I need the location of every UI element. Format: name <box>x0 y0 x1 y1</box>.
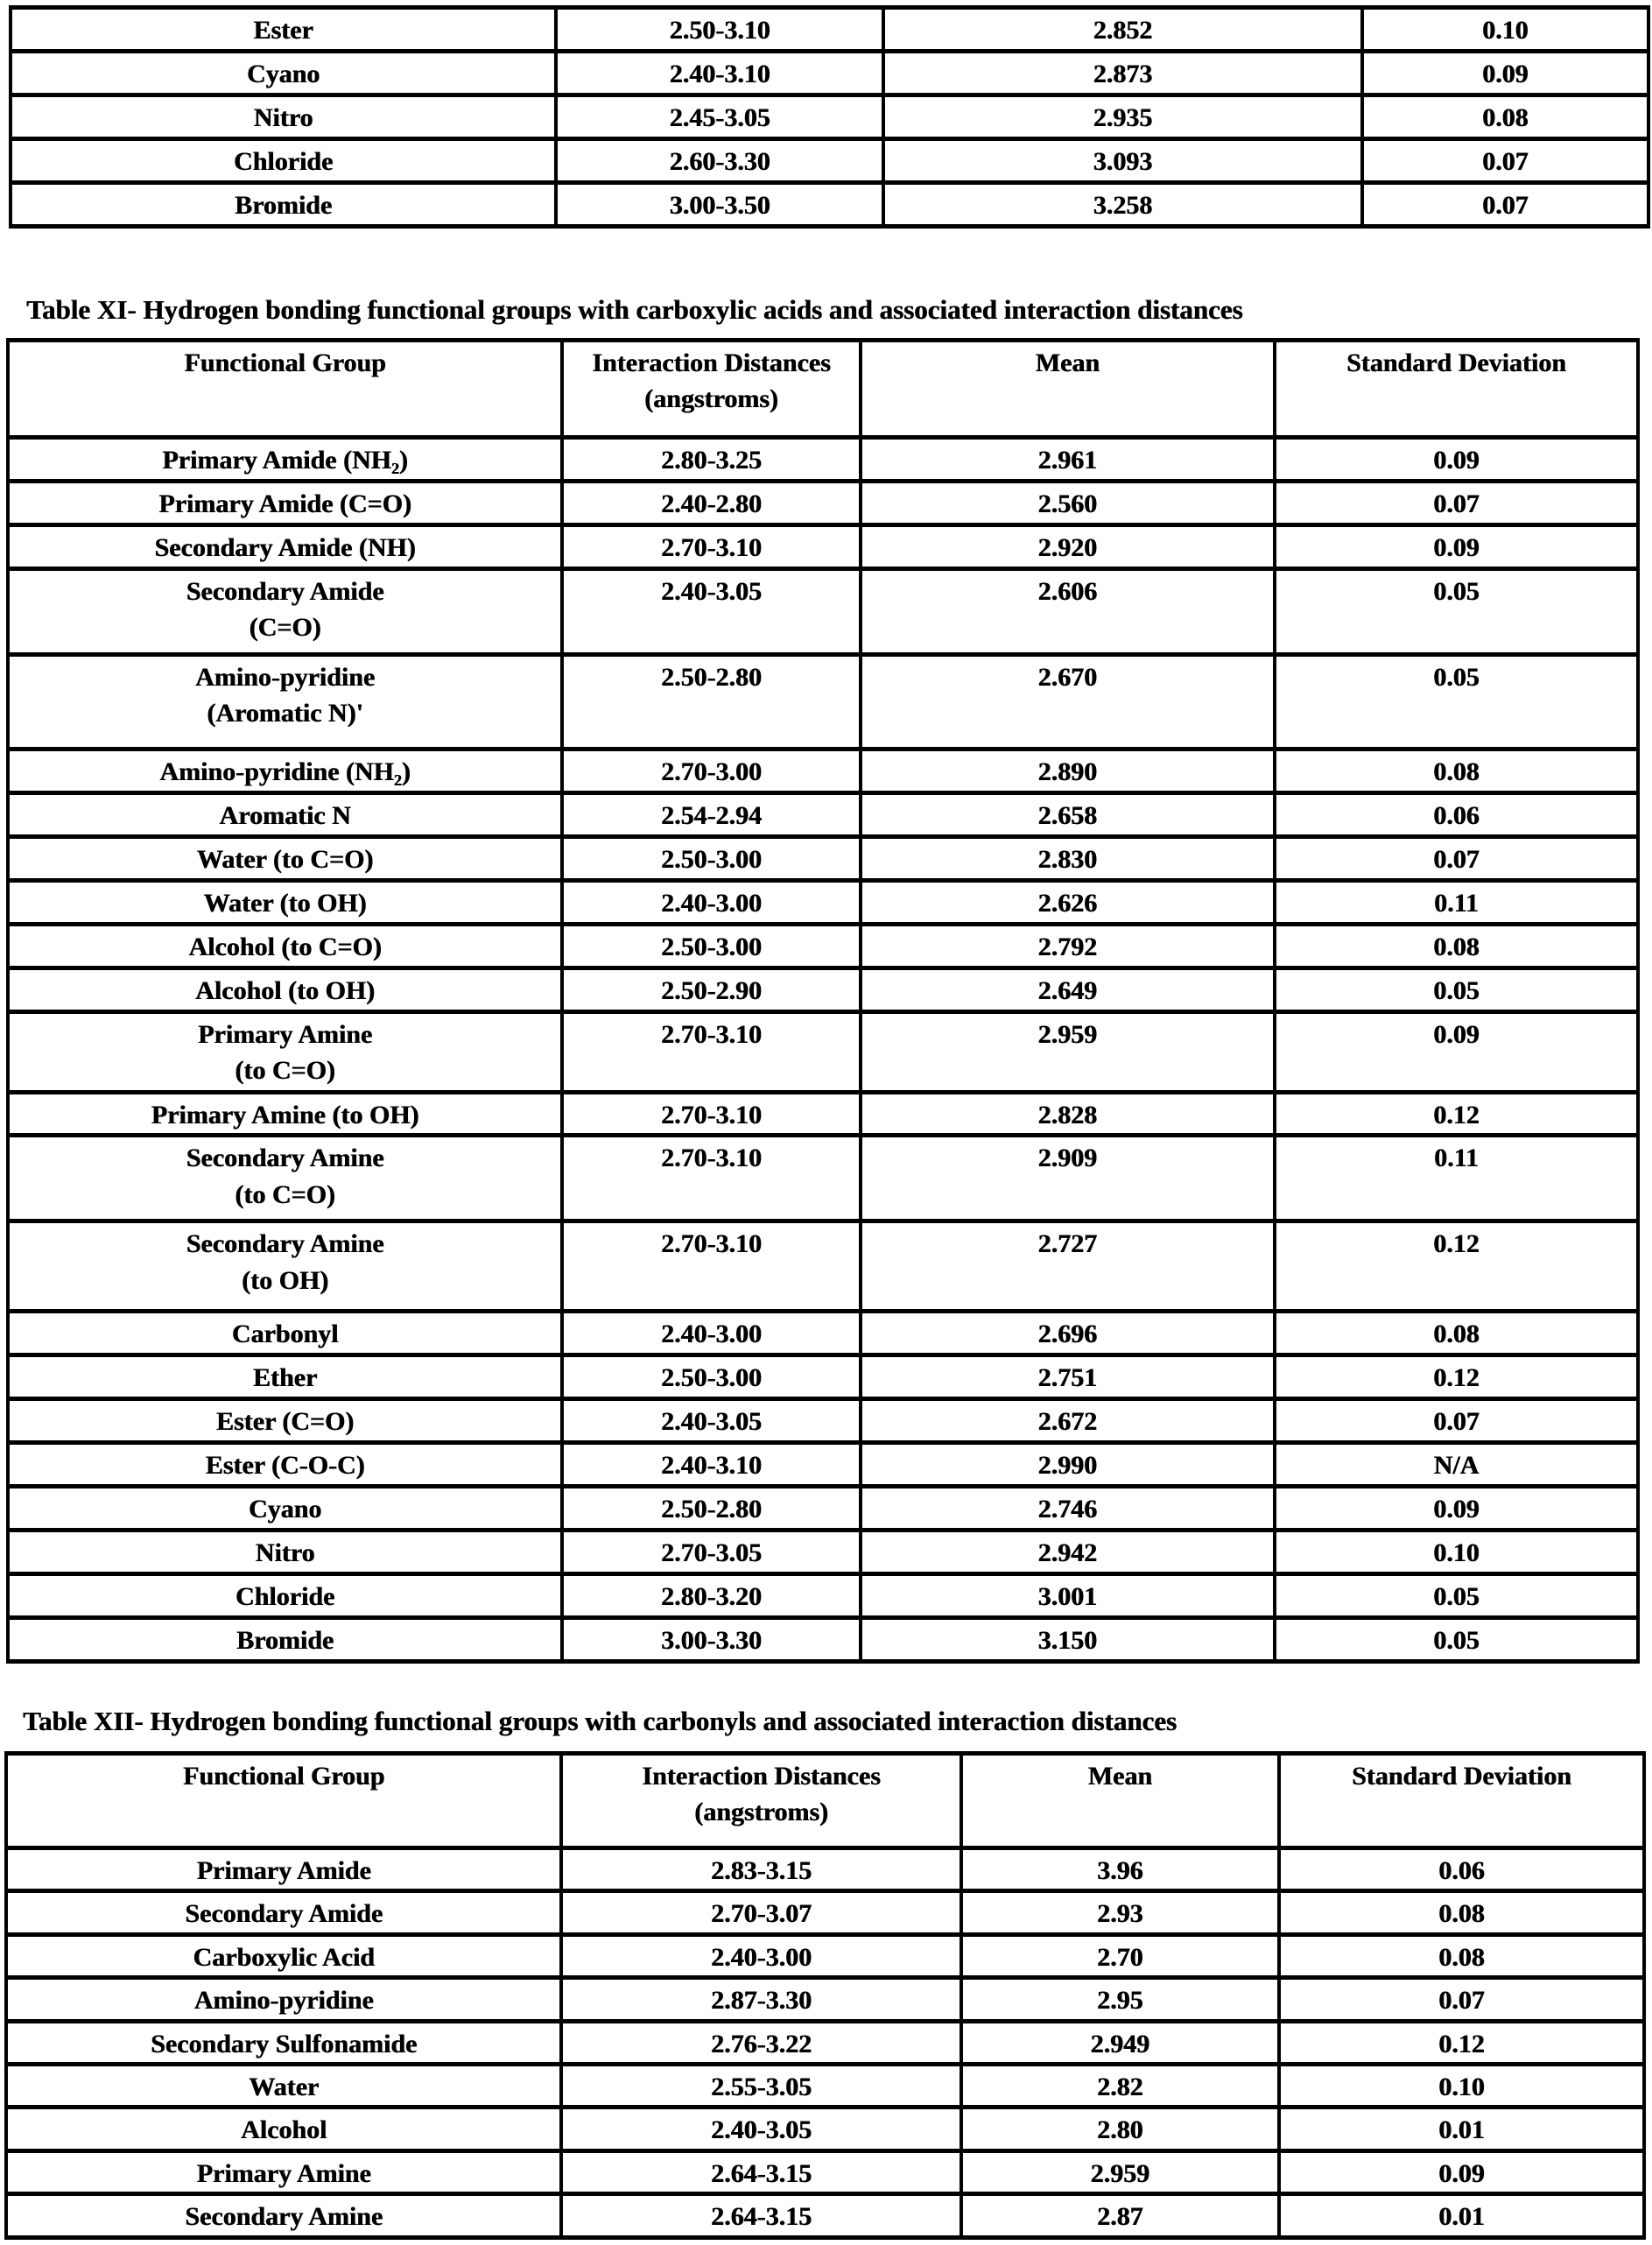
table-row <box>11 8 1648 52</box>
table-cell: 2.70-3.10 <box>562 1221 861 1312</box>
table-cell: 0.10 <box>1279 2064 1644 2107</box>
table-cell: 2.70-3.10 <box>562 525 861 569</box>
table-cell: 2.942 <box>861 1531 1275 1574</box>
table-cell: 0.07 <box>1279 1978 1644 2021</box>
table-cell: Ether <box>8 1355 562 1399</box>
table-xii-caption: Table XII- Hydrogen bonding functional groups with carbonyls and associated interaction distances <box>23 1706 1177 1736</box>
table-cell: 0.01 <box>1279 2194 1644 2237</box>
table-row <box>6 2021 1644 2064</box>
table-cell: 2.670 <box>861 655 1275 750</box>
column-header-functional-group: Functional Group <box>8 341 562 438</box>
table-cell: 2.50-2.80 <box>562 1487 861 1531</box>
table-cell: 0.12 <box>1275 1221 1638 1312</box>
table-cell: Nitro <box>8 1531 562 1574</box>
table-cell: Carbonyl <box>8 1312 562 1355</box>
table-cell: 2.80-3.20 <box>562 1574 861 1618</box>
table-cell: 3.150 <box>861 1618 1275 1662</box>
table-cell: 2.50-3.00 <box>562 837 861 881</box>
table-cell: Primary Amine (to C=O) <box>8 1012 562 1093</box>
table-row <box>8 525 1638 569</box>
table-row <box>6 2150 1644 2193</box>
table-cell: 0.08 <box>1275 1312 1638 1355</box>
table-cell: 0.07 <box>1275 837 1638 881</box>
table-cell: Secondary Amide (C=O) <box>8 569 562 655</box>
table-cell: 0.08 <box>1279 1891 1644 1934</box>
table-xii-header <box>6 1754 1644 1848</box>
table-cell: 0.08 <box>1362 95 1648 139</box>
table-cell: 2.852 <box>883 8 1361 52</box>
table-cell: 0.06 <box>1275 793 1638 837</box>
column-header-standard-deviation: Standard Deviation <box>1279 1754 1644 1848</box>
table-cell: 2.696 <box>861 1312 1275 1355</box>
table-cell: 0.09 <box>1275 1487 1638 1531</box>
table-cell: 2.70 <box>961 1934 1279 1977</box>
table-cell: Chloride <box>11 139 556 183</box>
table-row <box>8 1574 1638 1618</box>
table-cell: 2.920 <box>861 525 1275 569</box>
table-cell: 2.40-3.10 <box>556 52 883 95</box>
table-row <box>8 1136 1638 1221</box>
table-cell: Primary Amine (to OH) <box>8 1093 562 1136</box>
table-cell: 2.76-3.22 <box>561 2021 961 2064</box>
table-row <box>8 569 1638 655</box>
table-row <box>8 1221 1638 1312</box>
table-cell: 0.08 <box>1275 750 1638 793</box>
table-cell: 2.606 <box>861 569 1275 655</box>
table-cell: 0.05 <box>1275 968 1638 1012</box>
table-cell: Water (to OH) <box>8 881 562 925</box>
table-cell: 0.07 <box>1362 139 1648 183</box>
table-cell: Secondary Amide <box>6 1891 561 1934</box>
table-xi-body <box>8 438 1638 1662</box>
table-cell: 2.40-3.00 <box>561 1934 961 1977</box>
table-cell: 2.909 <box>861 1136 1275 1221</box>
table-row <box>8 750 1638 793</box>
table-cell: 0.09 <box>1279 2150 1644 2193</box>
table-cell: 0.11 <box>1275 1136 1638 1221</box>
table-cell: Alcohol <box>6 2108 561 2150</box>
table-cell: 3.001 <box>861 1574 1275 1618</box>
table-cell: 0.12 <box>1279 2021 1644 2064</box>
table-cell: 0.09 <box>1275 1012 1638 1093</box>
table-cell: Ester (C-O-C) <box>8 1443 562 1487</box>
header-row <box>8 341 1638 438</box>
table-cell: 0.11 <box>1275 881 1638 925</box>
table-cell: 2.959 <box>961 2150 1279 2193</box>
table-cell: Water (to C=O) <box>8 837 562 881</box>
column-header-functional-group: Functional Group <box>6 1754 561 1848</box>
table-cell: 2.70-3.05 <box>562 1531 861 1574</box>
table-row <box>6 1978 1644 2021</box>
table-cell: Primary Amide <box>6 1848 561 1891</box>
table-cell: 2.672 <box>861 1399 1275 1443</box>
table-cell: 2.40-2.80 <box>562 482 861 525</box>
table-cell: Chloride <box>8 1574 562 1618</box>
table-cell: 0.09 <box>1362 52 1648 95</box>
table-cell: 2.55-3.05 <box>561 2064 961 2107</box>
table-cell: 2.40-3.10 <box>562 1443 861 1487</box>
table-cell: Primary Amine <box>6 2150 561 2193</box>
table-cell: 2.83-3.15 <box>561 1848 961 1891</box>
table-cell: 0.09 <box>1275 525 1638 569</box>
table-cell: 2.560 <box>861 482 1275 525</box>
table-cell: Nitro <box>11 95 556 139</box>
table-cell: 2.64-3.15 <box>561 2150 961 2193</box>
table-cell: 2.54-2.94 <box>562 793 861 837</box>
table-cell: 2.93 <box>961 1891 1279 1934</box>
table-cell: 2.959 <box>861 1012 1275 1093</box>
table-cell: 2.82 <box>961 2064 1279 2107</box>
table-cell: Secondary Amine (to C=O) <box>8 1136 562 1221</box>
table-cell: 2.87-3.30 <box>561 1978 961 2021</box>
table-row <box>11 52 1648 95</box>
table-row <box>6 1934 1644 1977</box>
table-row <box>8 968 1638 1012</box>
table-cell: 0.05 <box>1275 655 1638 750</box>
table-cell: 3.00-3.50 <box>556 183 883 227</box>
table-cell: Bromide <box>8 1618 562 1662</box>
table-cell: 2.961 <box>861 438 1275 482</box>
table-cell: 2.40-3.05 <box>561 2108 961 2150</box>
table-cell: 2.50-2.90 <box>562 968 861 1012</box>
table-row <box>8 1312 1638 1355</box>
table-cell: 2.727 <box>861 1221 1275 1312</box>
table-cell: 0.10 <box>1362 8 1648 52</box>
continuation-table <box>9 5 1650 229</box>
table-cell: 2.40-3.05 <box>562 1399 861 1443</box>
table-cell: 2.751 <box>861 1355 1275 1399</box>
header-row <box>6 1754 1644 1848</box>
table-xi <box>6 338 1640 1664</box>
table-xi-header <box>8 341 1638 438</box>
table-cell: 2.70-3.00 <box>562 750 861 793</box>
table-cell: 3.96 <box>961 1848 1279 1891</box>
table-cell: 2.70-3.07 <box>561 1891 961 1934</box>
table-cell: 0.07 <box>1362 183 1648 227</box>
table-cell: Secondary Sulfonamide <box>6 2021 561 2064</box>
table-xi-caption: Table XI- Hydrogen bonding functional groups with carboxylic acids and associated interaction distances <box>26 294 1243 325</box>
table-cell: 2.70-3.10 <box>562 1012 861 1093</box>
table-cell: N/A <box>1275 1443 1638 1487</box>
table-cell: 2.45-3.05 <box>556 95 883 139</box>
table-cell: 2.935 <box>883 95 1361 139</box>
table-cell: 0.12 <box>1275 1355 1638 1399</box>
table-row <box>6 2064 1644 2107</box>
table-cell: 2.626 <box>861 881 1275 925</box>
table-row <box>8 1443 1638 1487</box>
table-cell: 2.80-3.25 <box>562 438 861 482</box>
table-cell: 2.60-3.30 <box>556 139 883 183</box>
table-cell: 2.80 <box>961 2108 1279 2150</box>
table-row <box>8 1531 1638 1574</box>
table-cell: 2.949 <box>961 2021 1279 2064</box>
table-cell: 0.08 <box>1275 925 1638 968</box>
table-row <box>8 1399 1638 1443</box>
table-cell: 2.40-3.00 <box>562 881 861 925</box>
table-cell: 0.09 <box>1275 438 1638 482</box>
table-row <box>11 95 1648 139</box>
table-cell: 2.873 <box>883 52 1361 95</box>
table-cell: 3.00-3.30 <box>562 1618 861 1662</box>
table-row <box>8 793 1638 837</box>
table-cell: Ester (C=O) <box>8 1399 562 1443</box>
column-header-standard-deviation: Standard Deviation <box>1275 341 1638 438</box>
table-cell: Primary Amide (C=O) <box>8 482 562 525</box>
table-cell: 2.830 <box>861 837 1275 881</box>
table-cell: 0.07 <box>1275 1399 1638 1443</box>
table-cell: Amino-pyridine (NH₂) <box>8 750 562 793</box>
table-cell: Secondary Amide (NH) <box>8 525 562 569</box>
table-row <box>6 2108 1644 2150</box>
table-cell: Alcohol (to C=O) <box>8 925 562 968</box>
table-cell: 2.649 <box>861 968 1275 1012</box>
table-cell: 0.07 <box>1275 482 1638 525</box>
table-cell: Bromide <box>11 183 556 227</box>
table-cell: 2.828 <box>861 1093 1275 1136</box>
table-cell: 0.05 <box>1275 1618 1638 1662</box>
table-cell: 2.95 <box>961 1978 1279 2021</box>
table-cell: 2.40-3.00 <box>562 1312 861 1355</box>
table-cell: 2.70-3.10 <box>562 1093 861 1136</box>
table-cell: 2.87 <box>961 2194 1279 2237</box>
table-cell: Amino-pyridine (Aromatic N)' <box>8 655 562 750</box>
table-cell: 3.093 <box>883 139 1361 183</box>
table-row <box>6 1848 1644 1891</box>
table-row <box>8 482 1638 525</box>
table-cell: 2.792 <box>861 925 1275 968</box>
table-cell: 2.40-3.05 <box>562 569 861 655</box>
table-row <box>11 183 1648 227</box>
table-row <box>8 1618 1638 1662</box>
table-cell: 0.05 <box>1275 569 1638 655</box>
table-cell: 3.258 <box>883 183 1361 227</box>
table-row <box>8 1355 1638 1399</box>
table-cell: Aromatic N <box>8 793 562 837</box>
table-row <box>8 1093 1638 1136</box>
table-cell: 0.08 <box>1279 1934 1644 1977</box>
table-row <box>8 881 1638 925</box>
table-cell: Primary Amide (NH₂) <box>8 438 562 482</box>
continuation-table-body <box>11 8 1648 227</box>
table-cell: 2.50-3.10 <box>556 8 883 52</box>
table-cell: Alcohol (to OH) <box>8 968 562 1012</box>
table-cell: 2.64-3.15 <box>561 2194 961 2237</box>
table-cell: Cyano <box>8 1487 562 1531</box>
table-row <box>8 1487 1638 1531</box>
table-xii-body <box>6 1848 1644 2238</box>
column-header-mean: Mean <box>861 341 1275 438</box>
table-row <box>8 1012 1638 1093</box>
table-cell: Secondary Amine (to OH) <box>8 1221 562 1312</box>
table-row <box>6 2194 1644 2237</box>
table-cell: 0.12 <box>1275 1093 1638 1136</box>
table-cell: 0.01 <box>1279 2108 1644 2150</box>
table-row <box>6 1891 1644 1934</box>
table-cell: 2.658 <box>861 793 1275 837</box>
table-cell: 2.70-3.10 <box>562 1136 861 1221</box>
table-cell: Carboxylic Acid <box>6 1934 561 1977</box>
table-cell: 2.50-2.80 <box>562 655 861 750</box>
table-cell: Secondary Amine <box>6 2194 561 2237</box>
table-cell: Water <box>6 2064 561 2107</box>
table-row <box>8 655 1638 750</box>
table-cell: 0.05 <box>1275 1574 1638 1618</box>
table-row <box>8 837 1638 881</box>
table-row <box>8 925 1638 968</box>
table-cell: 2.890 <box>861 750 1275 793</box>
table-cell: 0.10 <box>1275 1531 1638 1574</box>
table-xii <box>4 1751 1646 2240</box>
table-cell: Ester <box>11 8 556 52</box>
column-header-mean: Mean <box>961 1754 1279 1848</box>
table-row <box>11 139 1648 183</box>
table-cell: 2.746 <box>861 1487 1275 1531</box>
table-cell: Cyano <box>11 52 556 95</box>
table-cell: 2.50-3.00 <box>562 1355 861 1399</box>
table-cell: 0.06 <box>1279 1848 1644 1891</box>
table-cell: 2.990 <box>861 1443 1275 1487</box>
column-header-interaction-distances: Interaction Distances (angstroms) <box>562 341 861 438</box>
column-header-interaction-distances: Interaction Distances (angstroms) <box>561 1754 961 1848</box>
table-cell: Amino-pyridine <box>6 1978 561 2021</box>
table-cell: 2.50-3.00 <box>562 925 861 968</box>
table-row <box>8 438 1638 482</box>
